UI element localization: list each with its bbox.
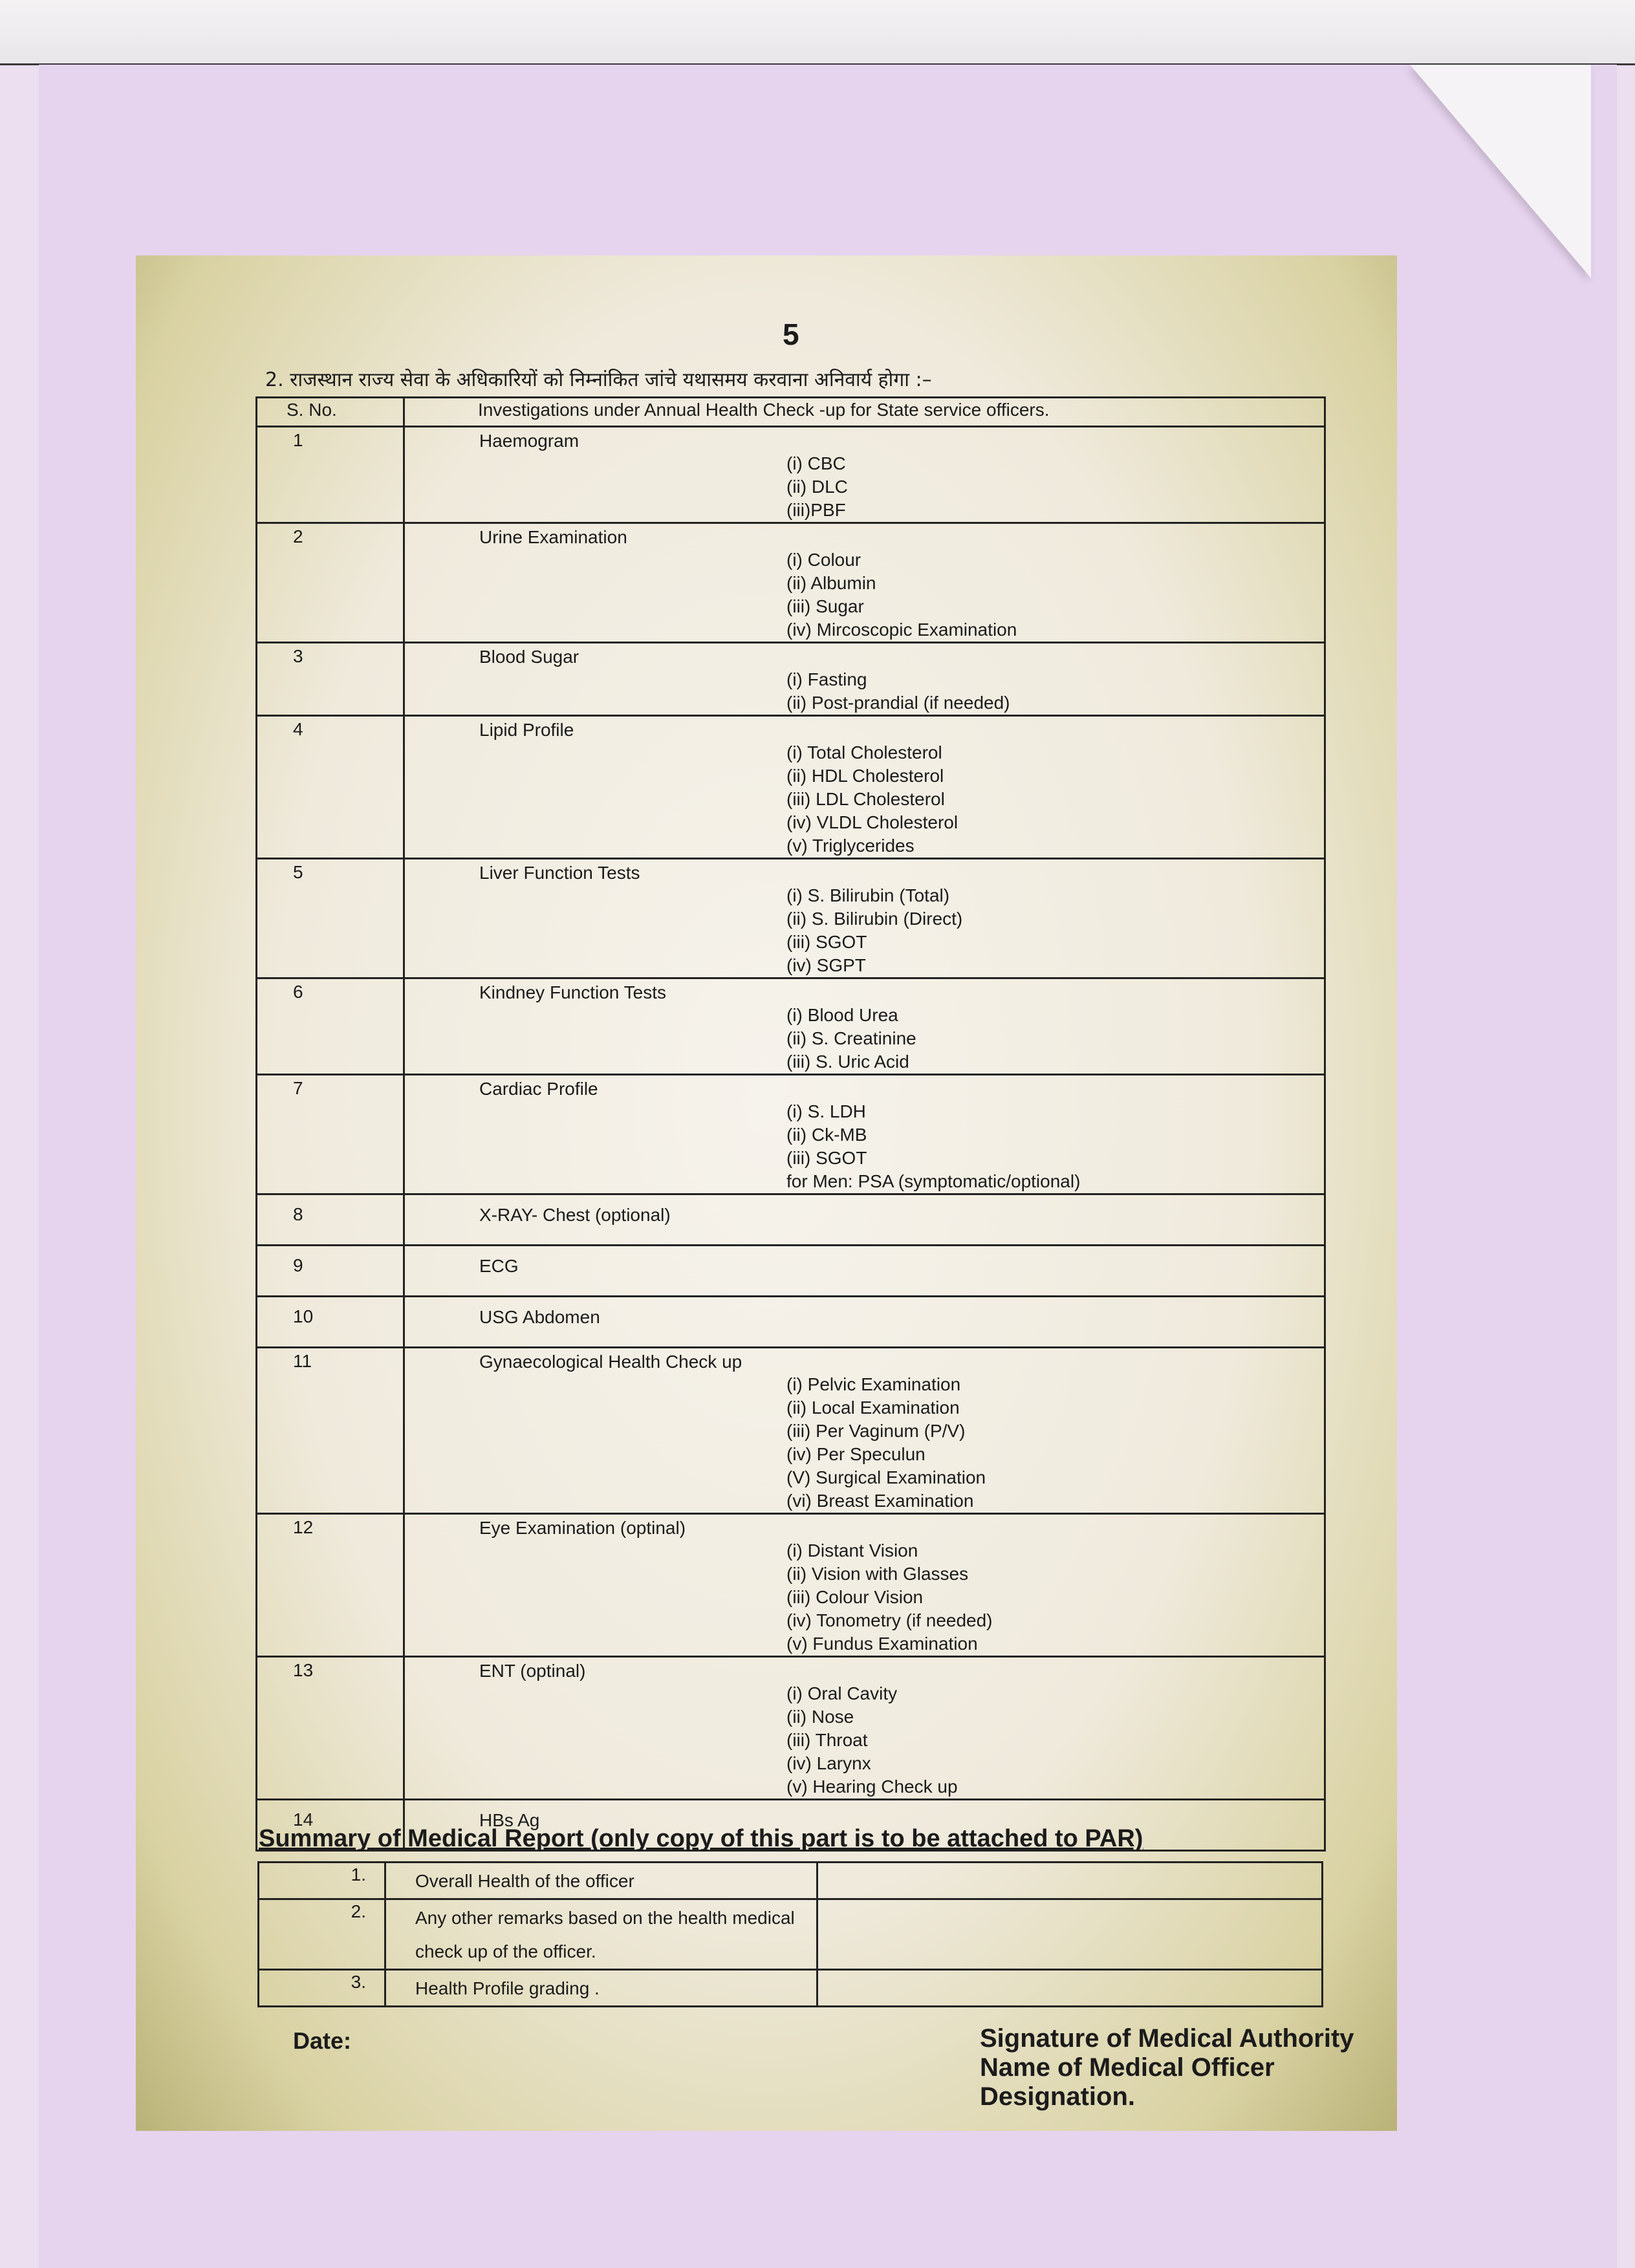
summary-row-number: 3.: [259, 1970, 385, 2007]
summary-row-label: Health Profile grading .: [385, 1970, 817, 2007]
investigation-name: Eye Examination (optinal): [479, 1518, 686, 1538]
investigation-name: Kindney Function Tests: [479, 982, 666, 1002]
test-item: (i) Distant Vision: [786, 1540, 918, 1561]
summary-row-value: [817, 1899, 1323, 1970]
test-item: (i) Blood Urea: [786, 1005, 898, 1025]
test-item: (ii) Local Examination: [786, 1398, 960, 1418]
test-item: (i) Fasting: [786, 669, 867, 689]
page-number: 5: [783, 318, 799, 351]
test-item: (iv) Tonometry (if needed): [786, 1610, 993, 1630]
table-row: [257, 1348, 1325, 1514]
test-item: (ii) S. Bilirubin (Direct): [786, 909, 963, 929]
test-item: (i) Oral Cavity: [786, 1683, 898, 1703]
row-serial-number: 11: [257, 1348, 404, 1514]
row-investigation: [404, 643, 1325, 716]
investigation-name: Gynaecological Health Check up: [479, 1352, 742, 1372]
header-sno: S. No.: [257, 398, 404, 427]
table-row: [257, 523, 1325, 643]
summary-row-number: 1.: [259, 1863, 385, 1899]
row-serial-number: 8: [257, 1194, 404, 1246]
scanner-top-margin: [0, 0, 1635, 65]
date-label: Date:: [293, 2027, 352, 2054]
test-item: (iii) LDL Cholesterol: [786, 789, 945, 809]
test-item: (v) Triglycerides: [786, 836, 915, 856]
summary-row: [259, 1970, 1323, 2007]
header-investigations: Investigations under Annual Health Check -up for State service officers.: [404, 398, 1325, 427]
test-item: (iv) VLDL Cholesterol: [786, 812, 958, 832]
summary-row-number: 2.: [259, 1899, 385, 1970]
row-serial-number: 5: [257, 859, 404, 978]
designation-line: Designation.: [980, 2082, 1136, 2111]
test-list: [479, 1373, 1324, 1513]
test-list: [479, 1004, 1324, 1074]
row-serial-number: 14: [257, 1800, 404, 1851]
row-investigation: [404, 1514, 1325, 1657]
investigation-name: USG Abdomen: [479, 1307, 600, 1327]
investigation-name: Blood Sugar: [479, 647, 579, 667]
row-serial-number: 1: [257, 427, 404, 523]
row-investigation: [404, 859, 1325, 978]
summary-row-label: Any other remarks based on the health medical check up of the officer.: [385, 1899, 817, 1970]
summary-row-value: [817, 1970, 1323, 2007]
test-item: (ii) DLC: [786, 477, 848, 497]
officer-name-line: Name of Medical Officer: [980, 2053, 1275, 2082]
test-item: for Men: PSA (symptomatic/optional): [786, 1171, 1081, 1191]
test-item: (iii) S. Uric Acid: [786, 1052, 909, 1072]
table-row: [257, 1246, 1325, 1297]
investigation-name: X-RAY- Chest (optional): [479, 1205, 671, 1225]
row-investigation: [404, 1246, 1325, 1297]
test-item: (iii) SGOT: [786, 932, 867, 952]
test-list: [479, 548, 1324, 642]
investigation-name: Lipid Profile: [479, 720, 574, 740]
investigation-name: ECG: [479, 1256, 519, 1276]
summary-title: Summary of Medical Report (only copy of this part is to be attached to PAR): [259, 1825, 1143, 1852]
test-list: [479, 1539, 1324, 1656]
row-serial-number: 9: [257, 1246, 404, 1297]
test-item: (i) Pelvic Examination: [786, 1374, 961, 1394]
investigation-name: Liver Function Tests: [479, 863, 640, 883]
test-list: [479, 1682, 1324, 1798]
table-body: [257, 427, 1325, 1851]
table-row: [257, 1514, 1325, 1657]
test-item: (iv) SGPT: [786, 955, 866, 975]
table-row: [257, 1297, 1325, 1348]
test-item: (ii) HDL Cholesterol: [786, 766, 944, 786]
summary-row-value: [817, 1863, 1323, 1899]
test-item: (iii) Colour Vision: [786, 1587, 924, 1607]
summary-row: [259, 1863, 1323, 1899]
test-item: (v) Hearing Check up: [786, 1777, 958, 1797]
row-serial-number: 6: [257, 978, 404, 1075]
test-list: [479, 884, 1324, 977]
row-investigation: [404, 978, 1325, 1075]
test-item: (v) Fundus Examination: [786, 1634, 978, 1654]
test-item: (i) S. Bilirubin (Total): [786, 885, 950, 905]
test-item: (iii) Sugar: [786, 596, 864, 616]
signature-block: [980, 2024, 1354, 2111]
summary-table: [257, 1861, 1323, 2007]
test-item: (ii) Vision with Glasses: [786, 1564, 969, 1584]
row-investigation: [404, 1297, 1325, 1348]
table-header-row: [257, 398, 1325, 427]
table-row: [257, 1194, 1325, 1246]
test-item: (iv) Per Speculun: [786, 1444, 926, 1464]
test-list: [479, 741, 1324, 858]
table-row: [257, 1075, 1325, 1194]
test-list: [479, 1100, 1324, 1193]
row-serial-number: 2: [257, 523, 404, 643]
investigation-name: ENT (optinal): [479, 1661, 586, 1681]
row-investigation: [404, 1194, 1325, 1246]
row-investigation: [404, 523, 1325, 643]
row-investigation: [404, 1348, 1325, 1514]
section-heading: 2. राजस्थान राज्य सेवा के अधिकारियों को निम्नांकित जांचे यथासमय करवाना अनिवार्य होगा :–: [265, 369, 932, 391]
row-investigation: [404, 1075, 1325, 1194]
table-row: [257, 859, 1325, 978]
test-item: (ii) S. Creatinine: [786, 1028, 916, 1048]
test-item: (i) Colour: [786, 550, 861, 570]
summary-row-label: Overall Health of the officer: [385, 1863, 817, 1899]
test-item: (V) Surgical Examination: [786, 1467, 986, 1487]
test-item: (ii) Albumin: [786, 573, 876, 593]
row-serial-number: 10: [257, 1297, 404, 1348]
row-investigation: [404, 1657, 1325, 1800]
test-list: [479, 452, 1324, 522]
folded-corner: [1410, 65, 1591, 278]
table-row: [257, 978, 1325, 1075]
table-row: [257, 1657, 1325, 1800]
test-item: (vi) Breast Examination: [786, 1491, 974, 1511]
test-list: [479, 668, 1324, 715]
investigations-table: [255, 396, 1326, 1852]
test-item: (iii) SGOT: [786, 1148, 867, 1168]
test-item: (i) Total Cholesterol: [786, 742, 942, 762]
row-serial-number: 7: [257, 1075, 404, 1194]
table-row: [257, 643, 1325, 716]
test-item: (iv) Mircoscopic Examination: [786, 620, 1017, 640]
test-item: (i) CBC: [786, 453, 846, 473]
row-serial-number: 12: [257, 1514, 404, 1657]
test-item: (i) S. LDH: [786, 1101, 866, 1121]
row-investigation: [404, 427, 1325, 523]
row-serial-number: 13: [257, 1657, 404, 1800]
investigation-name: HBs Ag: [479, 1810, 540, 1830]
test-item: (iii) Per Vaginum (P/V): [786, 1421, 966, 1441]
test-item: (iii)PBF: [786, 500, 846, 520]
test-item: (ii) Nose: [786, 1707, 854, 1727]
table-row: [257, 427, 1325, 523]
row-serial-number: 3: [257, 643, 404, 716]
table-row: [257, 716, 1325, 859]
investigation-name: Cardiac Profile: [479, 1079, 598, 1099]
row-serial-number: 4: [257, 716, 404, 859]
investigation-name: Urine Examination: [479, 527, 627, 547]
row-investigation: [404, 716, 1325, 859]
summary-row: [259, 1899, 1323, 1970]
test-item: (ii) Post-prandial (if needed): [786, 693, 1010, 713]
test-item: (iii) Throat: [786, 1730, 868, 1750]
test-item: (iv) Larynx: [786, 1753, 871, 1773]
signature-line: Signature of Medical Authority: [980, 2024, 1354, 2053]
investigation-name: Haemogram: [479, 431, 579, 451]
test-item: (ii) Ck-MB: [786, 1125, 867, 1145]
